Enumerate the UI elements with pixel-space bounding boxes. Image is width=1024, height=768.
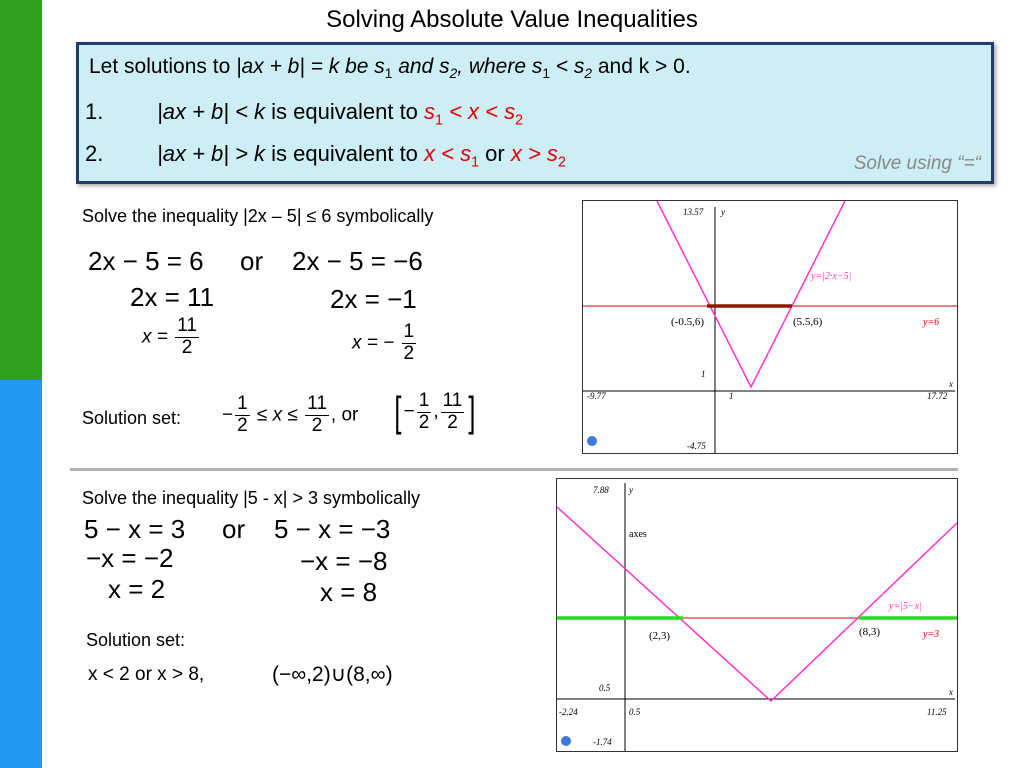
frac-den: 2 <box>311 414 323 436</box>
frac-den: 2 <box>447 411 458 433</box>
sub-1: 1 <box>384 66 393 82</box>
rule-1-sub2: 2 <box>515 112 524 129</box>
g1-line-label: y=6 <box>923 317 940 328</box>
sidebar-accent-green <box>0 0 42 380</box>
sol-mid: ≤ x ≤ <box>256 404 298 426</box>
intro-where: , where s <box>457 55 543 78</box>
solve-note: Solve using “=“ <box>853 153 981 174</box>
p1-eq3-left <box>142 316 201 359</box>
g2-point-1: (2,3) <box>649 630 671 642</box>
sub-2b: 2 <box>584 66 592 82</box>
frac-num: 1 <box>418 389 430 411</box>
g1-ymin: -4.75 <box>687 441 706 451</box>
g1-xmin: -9.77 <box>587 391 606 401</box>
g2-axes-label: axes <box>629 529 647 540</box>
rule-2-sub2: 2 <box>557 154 566 171</box>
problem-1-prompt: Solve the inequality |2x – 5| ≤ 6 symbolically <box>82 206 434 226</box>
p1-eq3-right <box>352 322 418 365</box>
rule-2-or: or <box>479 141 511 166</box>
intro-equation: |ax + b| = k <box>236 55 340 78</box>
g1-point-2: (5.5,6) <box>793 316 823 328</box>
rule-2-b: x > s <box>510 141 558 166</box>
rule-1-s1: s <box>424 99 436 124</box>
int-minus: − <box>403 401 415 423</box>
frac-den: 2 <box>181 336 193 358</box>
problem-2-prompt: Solve the inequality |5 - x| > 3 symbolically <box>82 488 421 508</box>
g2-xmax: 11.25 <box>927 707 947 717</box>
rule-2-number: 2. <box>85 141 104 166</box>
p1-or: or <box>240 246 264 276</box>
p2-eq3-right: x = 8 <box>320 577 378 607</box>
p2-solution-text: x < 2 or x > 8, <box>88 664 205 685</box>
intro-and: and s <box>392 55 450 78</box>
graph-2-svg <box>557 479 957 751</box>
g2-xtick: 0.5 <box>629 707 641 717</box>
rule-1-expression: |ax + b| < k <box>157 99 266 124</box>
g1-ylabel: y <box>721 207 725 217</box>
intro-mid: be s <box>339 55 385 78</box>
p2-eq1-right: 5 − x = −3 <box>274 514 391 544</box>
rule-1-range: < x < s <box>442 99 516 124</box>
sol-frac-2 <box>305 394 329 437</box>
frac-den: 2 <box>418 411 430 433</box>
p1-eq2-right: 2x = −1 <box>330 284 417 314</box>
g1-ytick: 1 <box>701 369 706 379</box>
sol-or: , or <box>330 404 359 426</box>
rule-2-text: is equivalent to <box>265 141 425 166</box>
sidebar-accent-blue <box>0 380 42 768</box>
page-title: Solving Absolute Value Inequalities <box>326 6 698 33</box>
p2-eq2-right: −x = −8 <box>300 546 388 576</box>
rules-box <box>76 42 994 184</box>
p1-eq3-right-frac <box>402 322 417 365</box>
rule-1-text: is equivalent to <box>265 99 425 124</box>
p2-eq3-left: x = 2 <box>108 574 166 604</box>
frac-num: 11 <box>442 389 463 411</box>
p1-eq2-left: 2x = 11 <box>130 282 215 312</box>
g2-func-label: y=|5−x| <box>889 601 922 612</box>
sol-minus: − <box>222 404 234 426</box>
frac-num: 1 <box>237 393 248 414</box>
p2-eq1-left: 5 − x = 3 <box>84 514 186 544</box>
g1-xlabel: x <box>949 379 953 389</box>
intro-lt: < s <box>549 55 585 78</box>
sub-2: 2 <box>449 66 458 82</box>
sol-frac-1 <box>235 394 250 437</box>
p1-solution-inequality <box>222 394 358 437</box>
g1-function-curve <box>657 201 845 387</box>
right-bracket: ] <box>468 388 476 435</box>
frac-den: 2 <box>403 342 415 364</box>
g2-point-2: (8,3) <box>859 626 881 638</box>
g2-ymax: 7.88 <box>593 485 609 495</box>
rule-1-number: 1. <box>85 99 104 124</box>
graph-1-svg <box>583 201 957 453</box>
g1-point-1: (-0.5,6) <box>671 316 704 328</box>
g2-ylabel: y <box>629 485 633 495</box>
p1-solution-label: Solution set: <box>82 408 182 428</box>
p2-eq2-left: −x = −2 <box>86 543 174 573</box>
rule-2-expression: |ax + b| > k <box>157 141 266 166</box>
p2-or: or <box>222 514 246 544</box>
sub-1b: 1 <box>542 66 550 82</box>
g2-ymin: -1.74 <box>593 737 612 747</box>
section-divider <box>70 468 958 471</box>
g1-ymax: 13.57 <box>683 207 704 217</box>
rule-2-sub1: 1 <box>471 154 480 171</box>
intro-tail: and k > 0. <box>592 55 691 78</box>
graph-2 <box>556 478 958 752</box>
g2-menu-icon[interactable] <box>561 736 571 746</box>
int-frac-2 <box>441 391 465 434</box>
frac-den: 2 <box>237 414 248 436</box>
g2-xlabel: x <box>949 687 953 697</box>
p1-eq3-left-pre: x = <box>142 326 168 348</box>
left-bracket: [ <box>394 388 402 435</box>
graph-1 <box>582 200 958 454</box>
p1-eq1-left: 2x − 5 = 6 <box>88 246 204 276</box>
g1-func-label: y=|2·x−5| <box>811 271 852 282</box>
frac-num: 11 <box>177 315 197 336</box>
rule-1 <box>85 99 523 128</box>
g2-ytick: 0.5 <box>599 683 611 693</box>
rule-2 <box>85 141 566 170</box>
p1-eq3-right-pre: x = − <box>352 332 395 354</box>
g1-xmax: 17.72 <box>927 391 948 401</box>
g2-line-label: y=3 <box>923 629 940 640</box>
g2-xmin: -2.24 <box>559 707 578 717</box>
rule-1-sub1: 1 <box>435 112 443 129</box>
intro-text: Let solutions to <box>89 55 237 78</box>
p1-eq3-left-frac <box>175 316 199 359</box>
frac-num: 11 <box>307 393 327 414</box>
rules-intro <box>89 55 691 81</box>
p1-interval: [ − $\frac{1}{2}$ , $\frac{11}{2}$ ] <box>394 388 476 435</box>
g1-menu-icon[interactable] <box>587 436 597 446</box>
p2-solution-label: Solution set: <box>86 630 186 650</box>
rule-2-a: x < s <box>424 141 472 166</box>
frac-num: 1 <box>403 321 415 342</box>
g1-xtick: 1 <box>729 391 734 401</box>
int-frac-1 <box>417 391 432 434</box>
p1-eq1-right: 2x − 5 = −6 <box>292 246 423 276</box>
p2-interval: (−∞,2)∪(8,∞) <box>272 663 393 686</box>
